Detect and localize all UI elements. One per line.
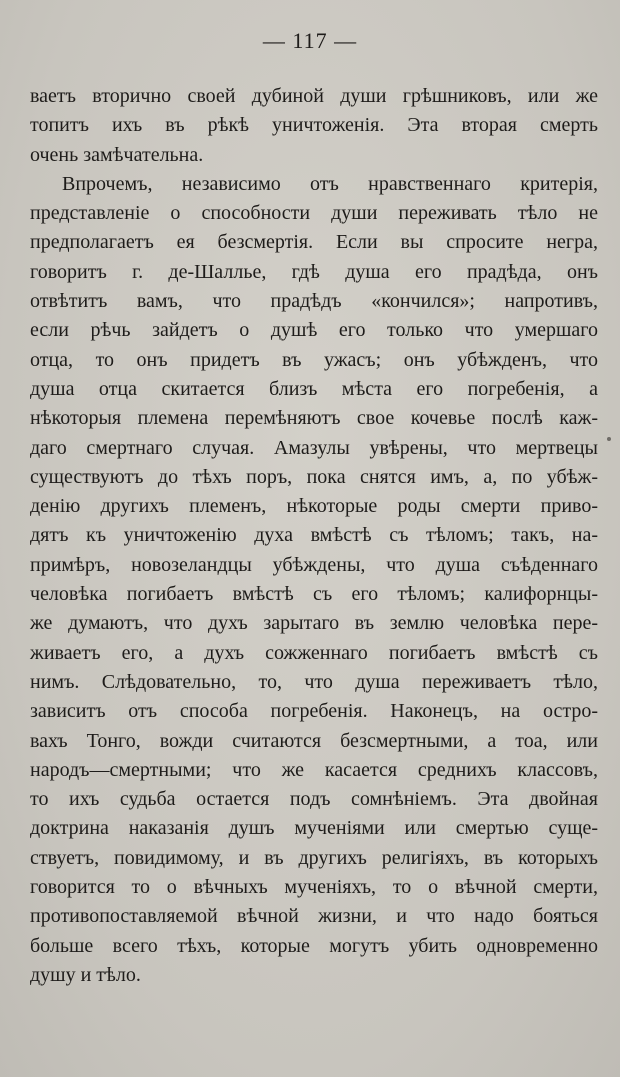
text-line: ваетъ вторично своей дубиной души грѣшниковъ, или же xyxy=(30,85,598,107)
text-line: нѣкоторыя племена перемѣняютъ свое кочевье послѣ каж- xyxy=(30,407,598,430)
text-line: отца, то онъ придетъ въ ужасъ; онъ убѣжденъ, что xyxy=(30,348,598,371)
page-number: — 117 — xyxy=(262,28,358,53)
text-line: вахъ Тонго, вожди считаются безсмертными, а тоа, или xyxy=(30,729,598,752)
text-line: душу и тѣло. xyxy=(30,963,141,986)
text-line: душа отца скитается близъ мѣста его погребенія, а xyxy=(30,377,598,400)
text-line: топитъ ихъ въ рѣкѣ уничтоженія. Эта вторая смерть xyxy=(30,114,598,137)
text-line: существуютъ до тѣхъ поръ, пока снятся имъ, а, по убѣж- xyxy=(30,465,598,488)
text-line: же думаютъ, что духъ зарытаго въ землю человѣка пере- xyxy=(30,612,598,635)
text-line: отвѣтитъ вамъ, что прадѣдъ «кончился»; напротивъ, xyxy=(30,290,598,313)
text-line: денію другихъ племенъ, нѣкоторые роды смерти приво- xyxy=(30,495,598,518)
text-line: больше всего тѣхъ, которые могутъ убить одновременно xyxy=(30,934,598,957)
text-line: примѣръ, новозеландцы убѣждены, что душа съѣденнаго xyxy=(30,553,598,576)
text-line: противопоставляемой вѣчной жизни, и что надо бояться xyxy=(30,905,598,928)
text-line: если рѣчь зайдетъ о душѣ его только что умершаго xyxy=(30,319,598,342)
text-line: живаетъ его, а духъ сожженнаго погибаетъ вмѣстѣ съ xyxy=(30,641,598,664)
text-line: народъ—смертными; что же касается среднихъ классовъ, xyxy=(30,758,598,781)
text-line: нимъ. Слѣдовательно, то, что душа переживаетъ тѣло, xyxy=(30,670,598,693)
paper-speck xyxy=(607,437,611,441)
text-line: даго смертнаго случая. Амазулы увѣрены, что мертвецы xyxy=(30,436,598,459)
text-line: человѣка погибаетъ вмѣстѣ съ его тѣломъ; калифорнцы- xyxy=(30,583,598,606)
text-line: предполагаетъ ея безсмертія. Если вы спросите негра, xyxy=(30,231,598,254)
body-text xyxy=(30,82,598,990)
text-line: очень замѣчательна. xyxy=(30,143,204,166)
text-line: представленіе о способности души переживать тѣло не xyxy=(30,202,598,225)
text-line: то ихъ судьба остается подъ сомнѣніемъ. Эта двойная xyxy=(30,788,598,811)
text-line: говорится то о вѣчныхъ мученіяхъ, то о вѣчной смерти, xyxy=(30,876,598,899)
text-line: говоритъ г. де-Шаллье, гдѣ душа его прадѣда, онъ xyxy=(30,260,598,283)
text-line: доктрина наказанія душъ мученіями или смертью суще- xyxy=(30,817,598,840)
paragraph-first-line: Впрочемъ, независимо отъ нравственнаго критерія, xyxy=(62,172,598,195)
text-line: ствуетъ, повидимому, и въ другихъ религіяхъ, въ которыхъ xyxy=(30,846,598,869)
text-line: дятъ къ уничтоженію духа вмѣстѣ съ тѣломъ; такъ, на- xyxy=(30,524,598,547)
text-line: зависитъ отъ способа погребенія. Наконецъ, на остро- xyxy=(30,700,598,723)
